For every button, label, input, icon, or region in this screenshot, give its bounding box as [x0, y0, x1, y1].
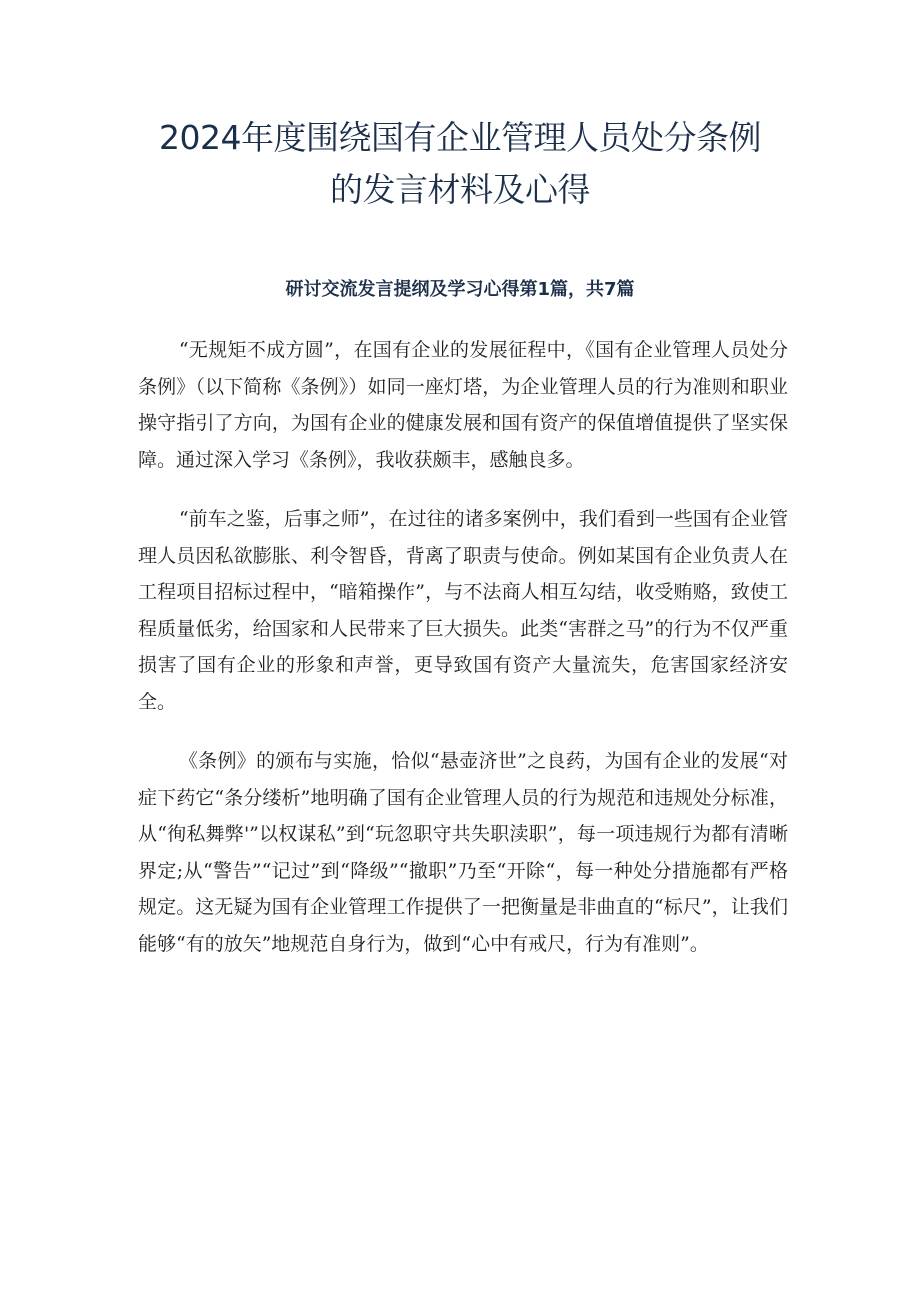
paragraph-3: 《条例》的颁布与实施，恰似“悬壶济世”之良药，为国有企业的发展“对症下药它“条分缕析”地明确了国有企业管理人员的行为规范和违规处分标准，从“徇私舞弊'”以权谋私”到“玩忽职守共失职渎职”，每一项违规行为都有清晰界定;从“警告”“记过”到“降级”“撤职”乃至“开除“，每一种处分措施都有严格规定。这无疑为国有企业管理工作提供了一把衡量是非曲直的“标尺”，让我们能够“有的放矢”地规范自身行为，做到“心中有戒尺，行为有准则”。	[138, 750, 788, 955]
paragraph-1: “无规矩不成方圆”，在国有企业的发展征程中，《国有企业管理人员处分条例》（以下简称《条例》）如同一座灯塔，为企业管理人员的行为准则和职业操守指引了方向，为国有企业的健康发展和国有资产的保值增值提供了坚实保障。通过深入学习《条例》，我收获颇丰，感触良多。	[138, 339, 788, 471]
section-subtitle: 研讨交流发言提纲及学习心得第1篇，共7篇	[285, 279, 635, 300]
document-body	[138, 332, 788, 985]
paragraph-2: “前车之鉴，后事之师”，在过往的诸多案例中，我们看到一些国有企业管理人员因私欲膨胀、利令智昏，背离了职责与使命。例如某国有企业负责人在工程项目招标过程中，“暗箱操作”，与不法商人相互勾结，收受贿赂，致使工程质量低劣，给国家和人民带来了巨大损失。此类“害群之马”的行为不仅严重损害了国有企业的形象和声誉，更导致国有资产大量流失，危害国家经济安全。	[138, 508, 788, 713]
title-line-2: 的发言材料及心得	[330, 170, 590, 209]
document-title	[110, 112, 810, 216]
title-line-1: 2024年度围绕国有企业管理人员处分条例	[159, 118, 761, 157]
